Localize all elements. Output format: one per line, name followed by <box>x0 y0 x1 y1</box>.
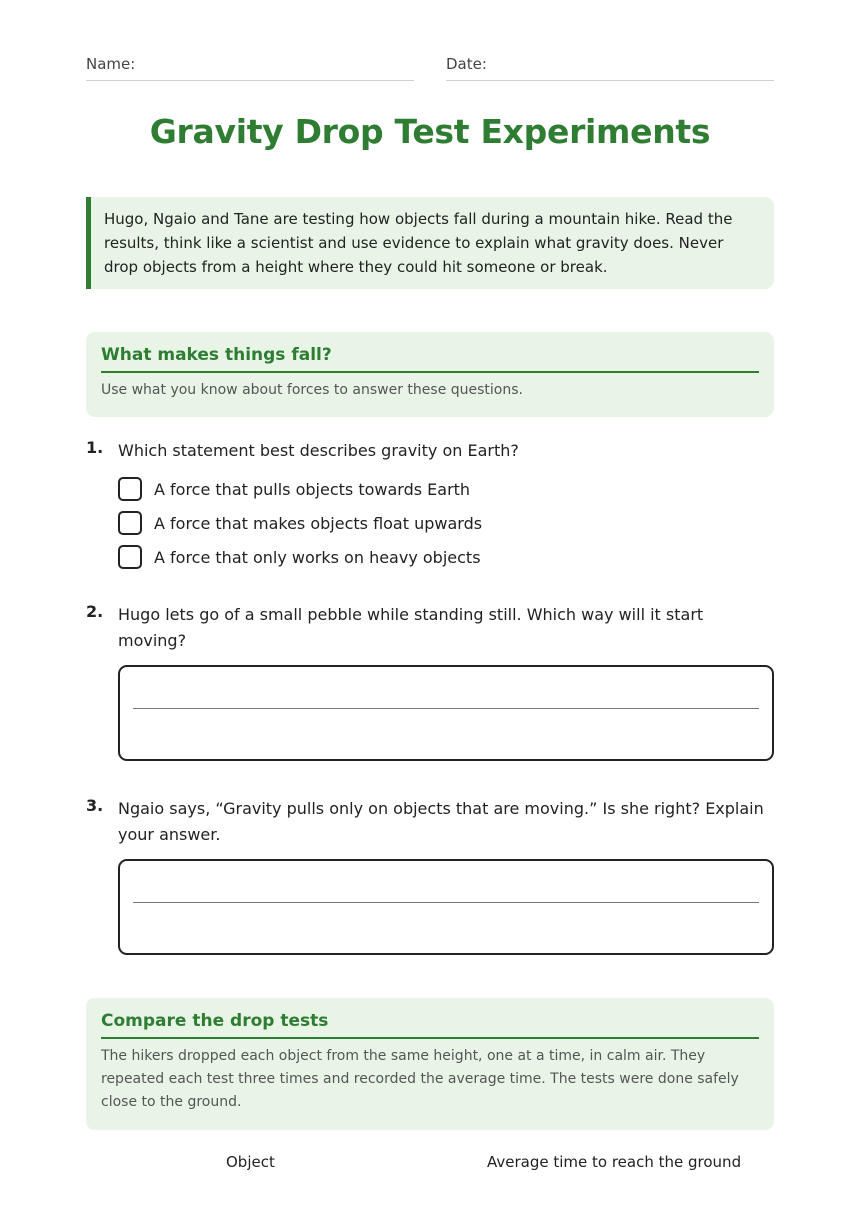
option-1[interactable] <box>118 472 774 506</box>
checkbox[interactable] <box>118 511 142 535</box>
option-3[interactable] <box>118 540 774 574</box>
option-label: A force that only works on heavy objects <box>154 547 481 567</box>
answer-box-question-3[interactable] <box>118 859 774 955</box>
section-title: What makes things fall? <box>101 345 759 373</box>
section-what-makes-things-fall <box>86 332 774 417</box>
option-label: A force that makes objects float upwards <box>154 513 483 533</box>
date-field[interactable] <box>446 54 774 81</box>
answer-line <box>133 708 759 709</box>
question-number: 2. <box>86 602 104 621</box>
section-note: Use what you know about forces to answer these questions. <box>101 382 523 398</box>
question-number: 1. <box>86 438 104 457</box>
question-number: 3. <box>86 796 104 815</box>
date-label: Date: <box>446 55 487 73</box>
column-header-object: Object <box>226 1153 275 1171</box>
header-fields <box>86 54 774 81</box>
answer-line <box>133 902 759 903</box>
question-3 <box>86 796 774 848</box>
name-label: Name: <box>86 55 136 73</box>
question-text: Which statement best describes gravity on Earth? <box>118 441 519 460</box>
answer-options <box>118 472 774 574</box>
column-header-average-time: Average time to reach the ground <box>487 1153 742 1171</box>
name-field[interactable] <box>86 54 414 81</box>
checkbox[interactable] <box>118 545 142 569</box>
question-1 <box>86 438 774 574</box>
question-text: Ngaio says, “Gravity pulls only on objects that are moving.” Is she right? Explain your answer. <box>118 799 764 844</box>
checkbox[interactable] <box>118 477 142 501</box>
option-2[interactable] <box>118 506 774 540</box>
answer-box-question-2[interactable] <box>118 665 774 761</box>
option-label: A force that pulls objects towards Earth <box>154 479 471 499</box>
section-note: The hikers dropped each object from the same height, one at a time, in calm air. They repeated each test three times and recorded the average time. The tests were done safely close to the ground. <box>101 1048 739 1110</box>
intro-panel: Hugo, Ngaio and Tane are testing how objects fall during a mountain hike. Read the results, think like a scientist and use evidence to explain what gravity does. Never drop objects from a height where they could hit someone or break. <box>86 197 774 289</box>
question-text: Hugo lets go of a small pebble while standing still. Which way will it start moving? <box>118 605 704 650</box>
section-compare-drop-tests <box>86 998 774 1130</box>
section-title: Compare the drop tests <box>101 1011 759 1039</box>
page-title: Gravity Drop Test Experiments <box>149 112 711 151</box>
question-2 <box>86 602 774 654</box>
